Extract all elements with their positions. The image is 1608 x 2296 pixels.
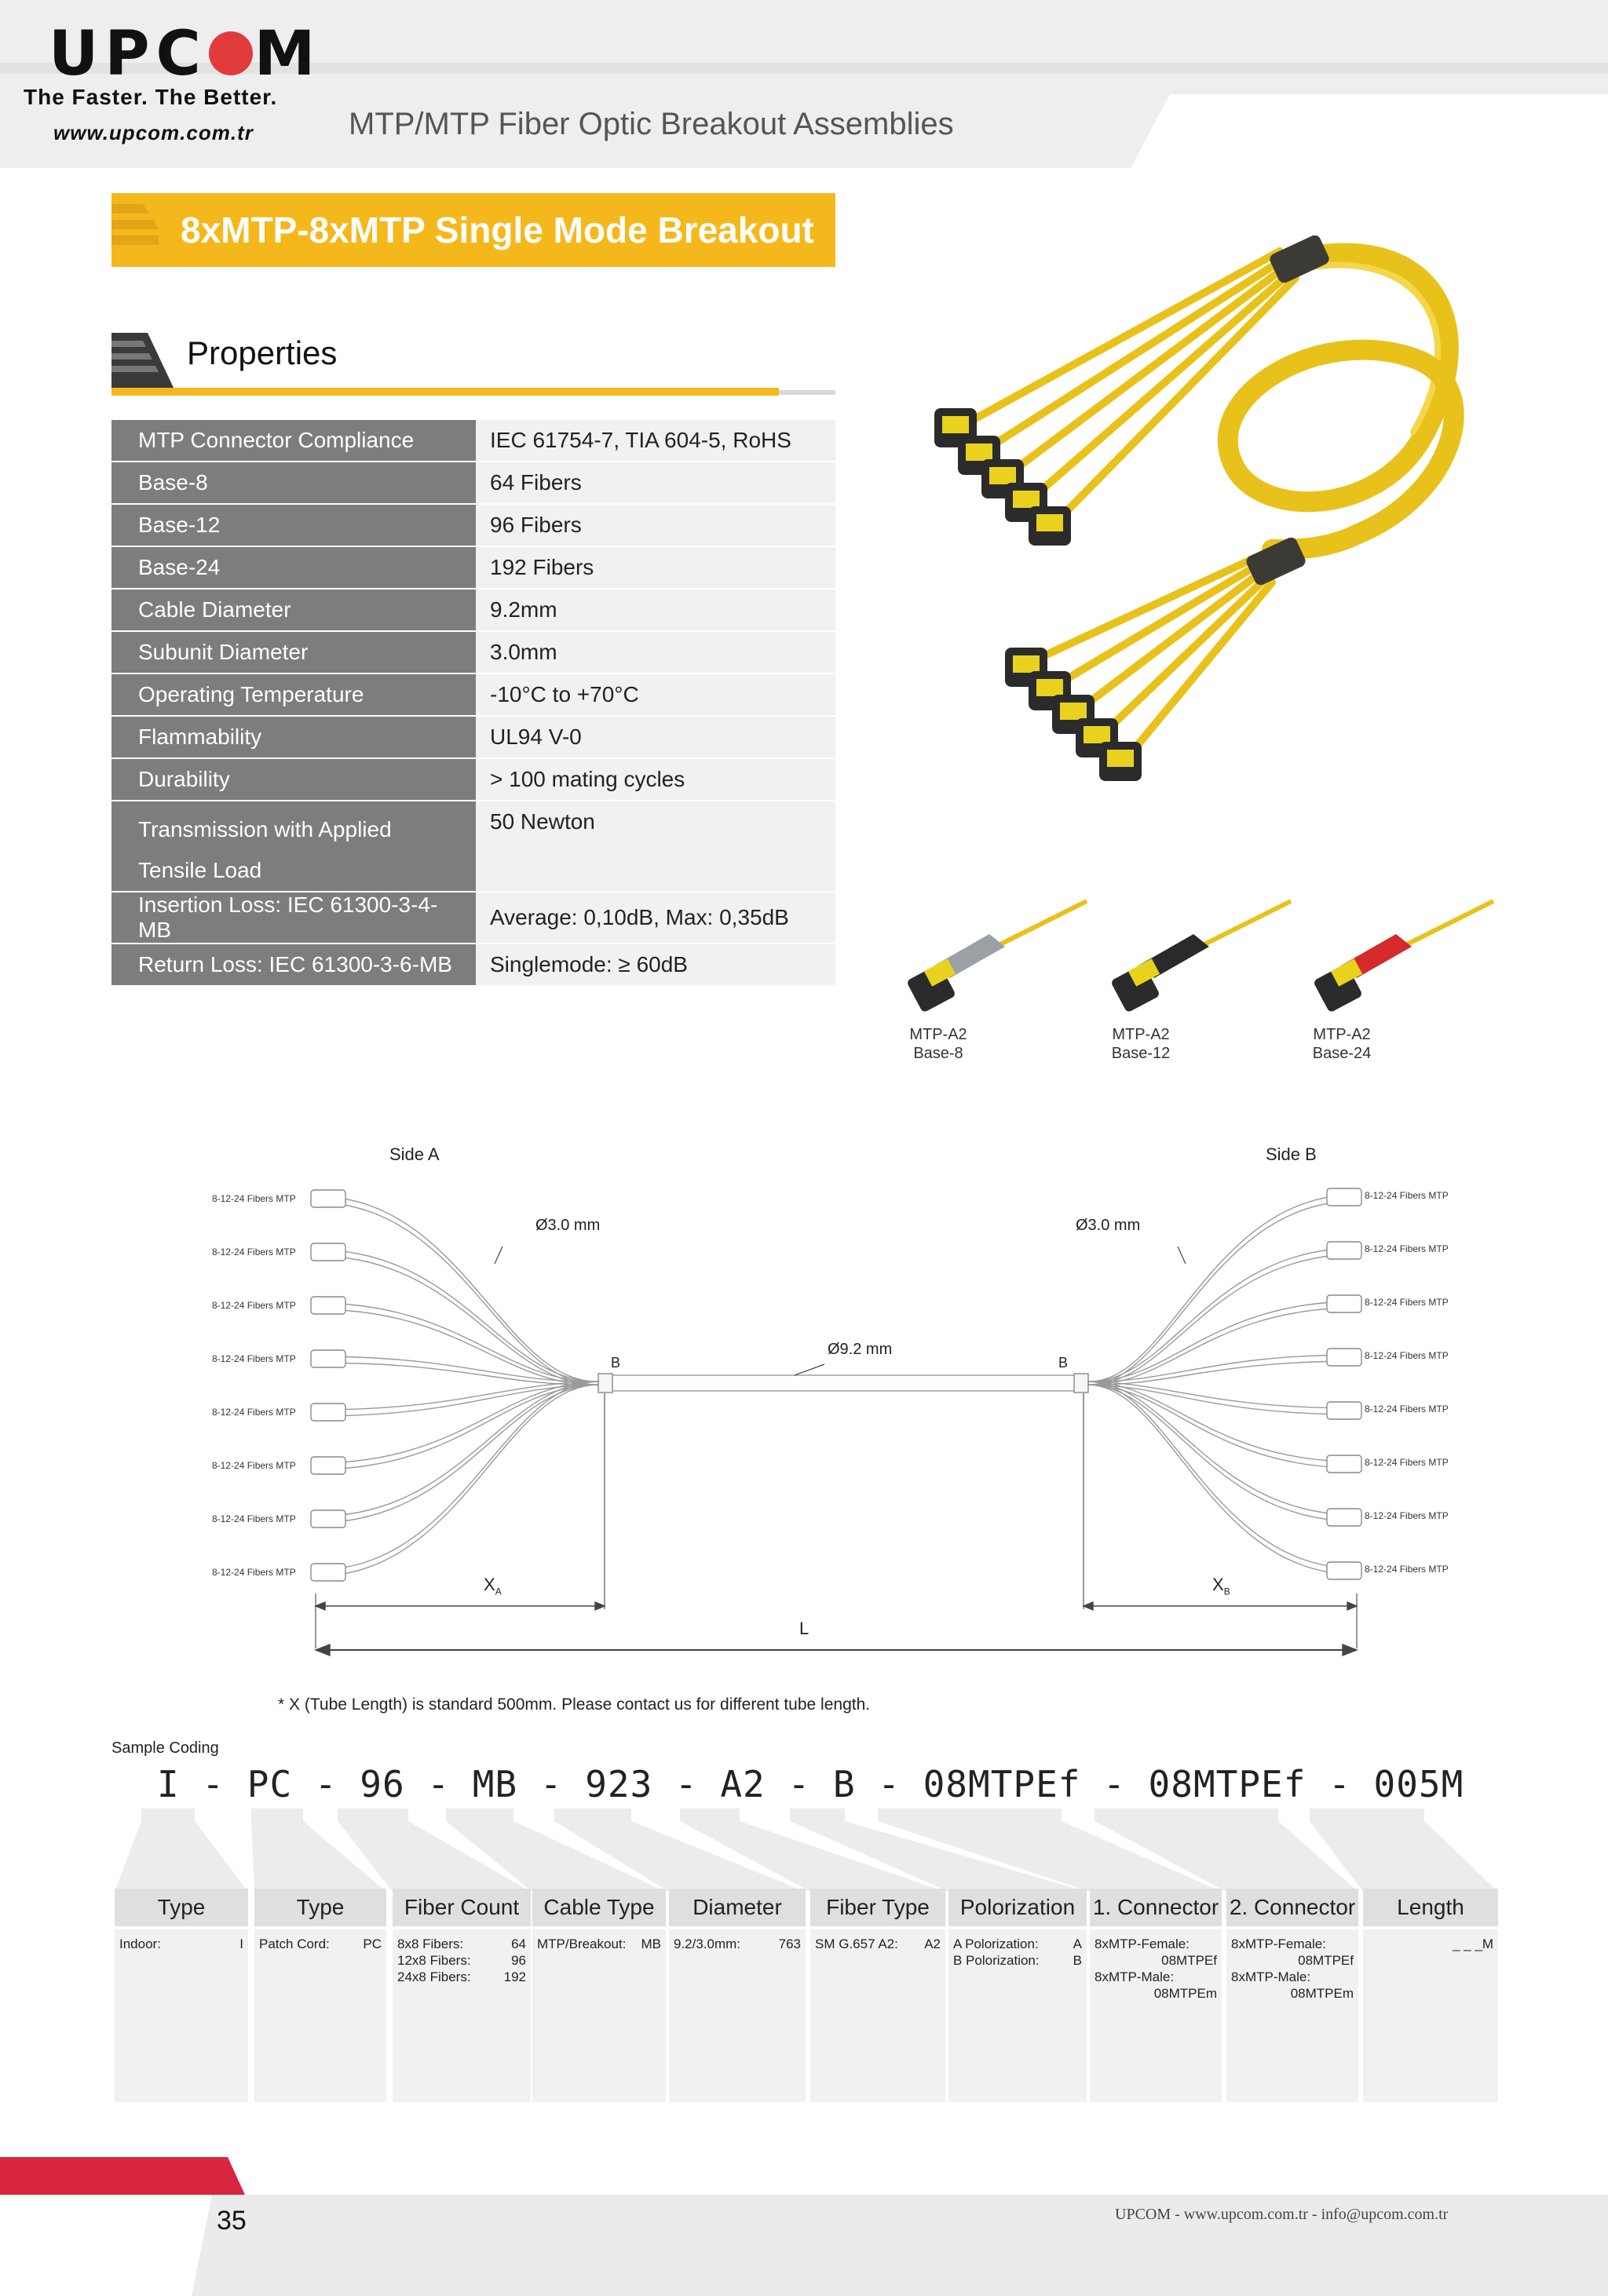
properties-table [111,420,835,987]
fiber-connector-label: 8-12-24 Fibers MTP [212,1353,296,1364]
coding-column-header: Polorization [948,1889,1087,1926]
coding-option: 8xMTP-Female: [1095,1936,1190,1951]
coding-column-body [669,1929,806,2102]
coding-funnel [115,1809,248,1892]
coding-option: Patch Cord: PC [259,1936,382,1951]
subunit-fiber-right [1088,1301,1357,1385]
table-row: Base-8 64 Fibers [111,462,835,504]
coding-column-header: Fiber Count [393,1889,531,1926]
coding-option: 8xMTP-Male: [1095,1969,1175,1984]
coding-option: 08MTPEm [1290,1986,1354,2001]
subunit-fiber-right [1088,1382,1357,1575]
subunit-fiber-left [316,1356,598,1385]
fiber-connector-label: 8-12-24 Fibers MTP [1365,1297,1449,1308]
subunit-fiber-left [316,1382,598,1523]
mtp-connector-left [311,1190,345,1207]
boot-mark-left: B [611,1355,621,1371]
coding-column-header: Length [1363,1889,1498,1926]
sample-coding-label: Sample Coding [111,1739,219,1757]
banner-title: 8xMTP-8xMTP Single Mode Breakout [181,210,814,250]
coding-option: 8x8 Fibers: 64 [397,1936,526,1951]
fiber-connector-label: 8-12-24 Fibers MTP [212,1247,296,1258]
banner-stripes-icon [111,193,159,259]
mtp-connector-right [1327,1349,1361,1366]
brand-website[interactable]: www.upcom.com.tr [53,121,254,144]
coding-column-header: Type [115,1889,248,1926]
mtp-connector-right [1327,1295,1361,1312]
header-corner-shape [1084,94,1608,168]
coding-column-header: 2. Connector [1226,1889,1358,1926]
connector-variants-illustration [903,895,1515,1020]
fiber-connector-label: 8-12-24 Fibers MTP [212,1407,296,1418]
coding-column-header: Fiber Type [810,1889,945,1926]
mtp-connector-left [311,1404,345,1421]
footer-contact: UPCOM - www.upcom.com.tr - info@upcom.com.tr [1115,2206,1449,2223]
mtp-connector-right [1327,1242,1361,1259]
coding-column-body [1090,1929,1222,2102]
properties-underline [111,388,779,396]
coding-column-body [948,1929,1087,2102]
coding-option: 8xMTP-Female: [1231,1936,1326,1951]
breakout-boot-left [598,1374,612,1393]
subunit-fiber-left [316,1250,598,1385]
total-length-label: L [799,1619,809,1638]
fiber-connector-label: 8-12-24 Fibers MTP [1365,1190,1449,1201]
fiber-connector-label: 8-12-24 Fibers MTP [212,1513,296,1524]
coding-option: 08MTPEm [1153,1986,1217,2001]
main-cable-tube [609,1375,1077,1391]
footer-corner-shape [0,2157,251,2296]
fiber-connector-label: 8-12-24 Fibers MTP [212,1460,296,1471]
subunit-diameter-b: Ø3.0 mm [1076,1217,1141,1234]
boot-mark-right: B [1058,1355,1069,1371]
coding-column-body [393,1929,531,2102]
fiber-connector-label: 8-12-24 Fibers MTP [1365,1457,1449,1468]
side-b-label: Side B [1266,1144,1317,1164]
mtp-connector-right [1327,1562,1361,1579]
coding-option: 9.2/3.0mm: 763 [674,1936,801,1951]
sample-code: I - PC - 96 - MB - 923 - A2 - B - 08MTPEf - 08MTPEf - 005M [157,1763,1464,1805]
properties-title: Properties [187,334,338,371]
side-a-label: Side A [389,1144,440,1164]
coding-option: SM G.657 A2: A2 [815,1936,941,1951]
mtp-connector-left [311,1350,345,1367]
coding-column-header: 1. Connector [1090,1889,1222,1926]
tube-length-note: * X (Tube Length) is standard 500mm. Please contact us for different tube length. [278,1696,871,1714]
brand-logo: UPC M [49,19,322,89]
fiber-connector-label: 8-12-24 Fibers MTP [212,1300,296,1311]
fiber-connector-label: 8-12-24 Fibers MTP [212,1193,296,1204]
fiber-connector-label: 8-12-24 Fibers MTP [1365,1564,1449,1575]
table-row: Flammability UL94 V-0 [111,716,835,758]
document-title: MTP/MTP Fiber Optic Breakout Assemblies [349,107,954,141]
coding-option: 8xMTP-Male: [1231,1969,1311,1984]
tube-length-a-label: $X_A$ [484,1575,502,1597]
coding-column-header: Cable Type [532,1889,666,1926]
product-photo-cable-assembly [887,235,1500,809]
coding-option: MTP/Breakout: MB [537,1936,661,1951]
mtp-connector-left [311,1510,345,1528]
table-row: Transmission with Applied Tensile Load 50 Newton [111,801,835,892]
subunit-fiber-left [316,1382,598,1576]
coding-column-body [254,1929,386,2102]
coding-option: 08MTPEf [1298,1953,1354,1968]
breakout-boot-right [1074,1374,1088,1393]
coding-option: B Polorization: B [953,1953,1082,1968]
subunit-fiber-right [1088,1382,1357,1468]
coding-column-body [115,1929,248,2102]
cable-dimension-diagram [204,1138,1476,1672]
tube-length-b-label: $X_B$ [1212,1575,1230,1597]
subunit-diameter-a: Ø3.0 mm [535,1217,601,1234]
fiber-connector-label: 8-12-24 Fibers MTP [1365,1404,1449,1414]
fiber-connector-label: 8-12-24 Fibers MTP [212,1567,296,1578]
table-row: Return Loss: IEC 61300-3-6-MB Singlemode: ≥ 60dB [111,944,835,986]
mtp-connector-right [1327,1188,1361,1206]
fiber-connector-label: 8-12-24 Fibers MTP [1365,1510,1449,1521]
table-row: MTP Connector Compliance IEC 61754-7, TIA 604-5, RoHS [111,420,835,462]
table-row: Subunit Diameter 3.0mm [111,631,835,673]
mtp-connector-left [311,1457,345,1474]
table-row: Cable Diameter 9.2mm [111,589,835,631]
fiber-connector-label: 8-12-24 Fibers MTP [1365,1350,1449,1361]
coding-option: 24x8 Fibers: 192 [397,1969,526,1984]
logo-dot-icon [209,31,253,75]
mtp-connector-left [311,1297,345,1314]
fiber-connector-label: 8-12-24 Fibers MTP [1365,1243,1449,1254]
table-row: Operating Temperature -10°C to +70°C [111,673,835,716]
table-row: Insertion Loss: IEC 61300-3-4-MB Average: 0,10dB, Max: 0,35dB [111,892,835,944]
table-row: Durability > 100 mating cycles [111,758,835,801]
coding-column-body [532,1929,666,2102]
connector-label-base-24: MTP-A2 Base-24 [1312,1026,1372,1062]
coding-column-header: Type [254,1889,386,1926]
coding-option: A Polorization: A [953,1936,1082,1951]
connector-label-base-8: MTP-A2 Base-8 [909,1026,967,1062]
connector-label-base-12: MTP-A2 Base-12 [1111,1026,1171,1062]
coding-option: 08MTPEf [1161,1953,1217,1968]
mtp-connector-left [311,1243,345,1261]
page-number: 35 [217,2206,247,2236]
mtp-connector-right [1327,1455,1361,1473]
cable-diameter-label: Ø9.2 mm [828,1341,893,1358]
subunit-fiber-right [1088,1382,1357,1521]
mtp-connector-right [1327,1509,1361,1526]
coding-option: 12x8 Fibers: 96 [397,1953,526,1968]
brand-tagline: The Faster. The Better. [24,85,278,109]
mtp-connector-left [311,1564,345,1581]
properties-underline-tail [779,390,835,395]
coding-column-header: Diameter [669,1889,806,1926]
mtp-connector-right [1327,1402,1361,1419]
coding-option: _ _ _M [1453,1936,1493,1951]
coding-column-body [1363,1929,1498,2102]
properties-tab-icon [111,333,174,389]
table-row: Base-24 192 Fibers [111,546,835,589]
coding-column-body [810,1929,945,2102]
coding-option: Indoor: I [119,1936,243,1951]
coding-column-body [1226,1929,1358,2102]
table-row: Base-12 96 Fibers [111,504,835,546]
